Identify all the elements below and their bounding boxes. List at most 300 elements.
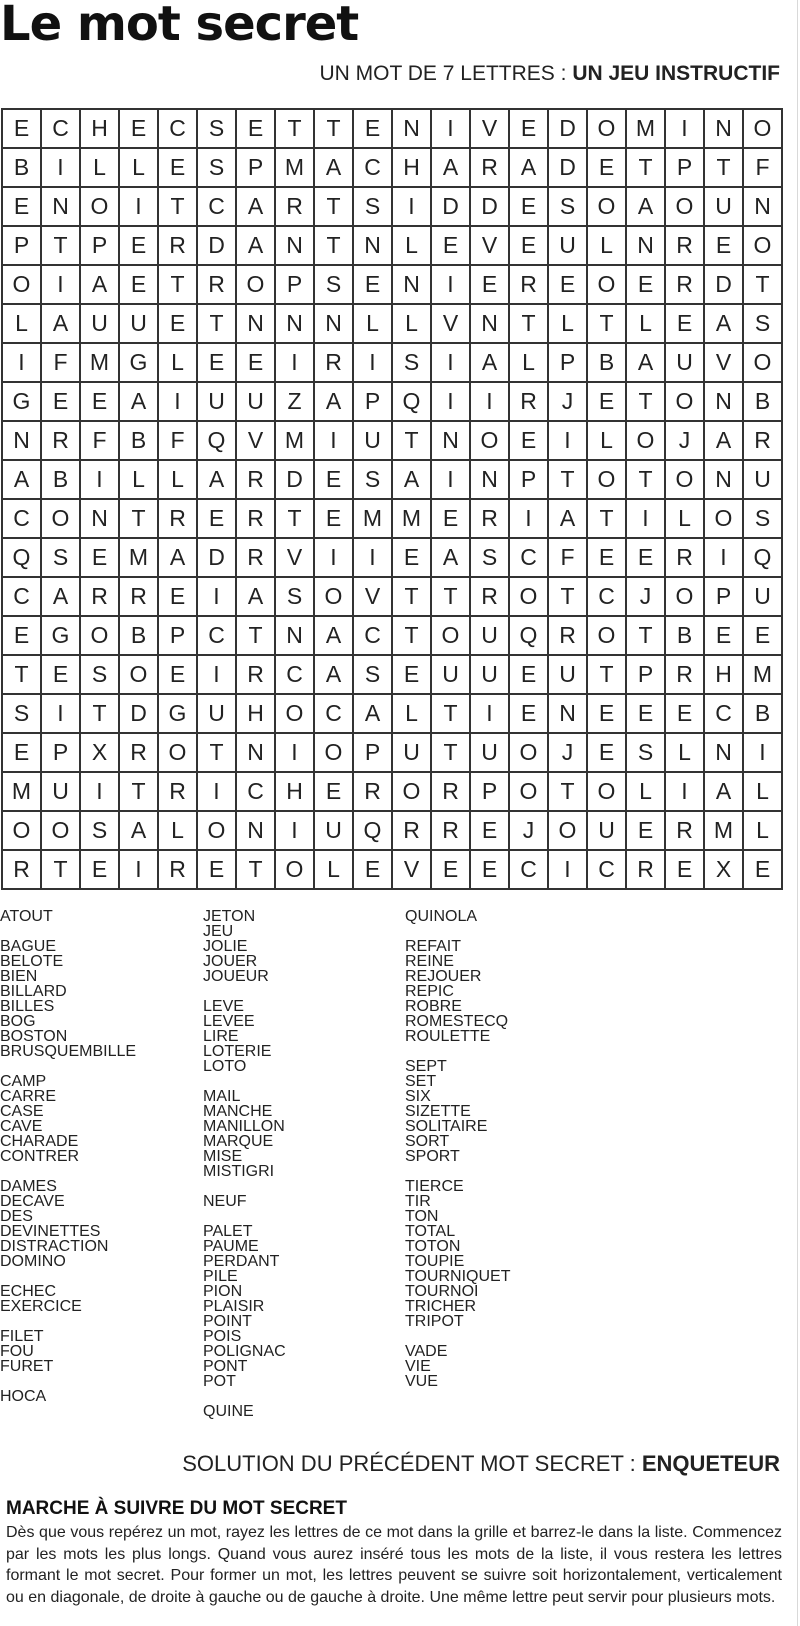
grid-cell[interactable]: B	[666, 617, 705, 656]
grid-cell[interactable]: O	[276, 851, 315, 890]
grid-cell[interactable]: Q	[198, 422, 237, 461]
grid-cell[interactable]: D	[471, 188, 510, 227]
grid-cell[interactable]: M	[705, 812, 744, 851]
word-item[interactable]: MISE	[203, 1148, 243, 1165]
grid-cell[interactable]: T	[3, 656, 42, 695]
grid-cell[interactable]: T	[237, 617, 276, 656]
grid-cell[interactable]: T	[198, 734, 237, 773]
grid-cell[interactable]: R	[354, 773, 393, 812]
grid-cell[interactable]: U	[315, 812, 354, 851]
grid-cell[interactable]: F	[159, 422, 198, 461]
grid-cell[interactable]: F	[81, 422, 120, 461]
grid-cell[interactable]: E	[198, 344, 237, 383]
grid-cell[interactable]: T	[549, 578, 588, 617]
grid-cell[interactable]: M	[627, 110, 666, 149]
grid-cell[interactable]: L	[393, 695, 432, 734]
grid-cell[interactable]: I	[81, 461, 120, 500]
grid-cell[interactable]: R	[159, 227, 198, 266]
grid-cell[interactable]: E	[627, 812, 666, 851]
grid-cell[interactable]: O	[42, 812, 81, 851]
word-item[interactable]: DAMES	[0, 1178, 57, 1195]
grid-cell[interactable]: R	[393, 812, 432, 851]
grid-cell[interactable]: I	[198, 773, 237, 812]
grid-cell[interactable]: A	[3, 461, 42, 500]
grid-cell[interactable]: T	[120, 773, 159, 812]
grid-cell[interactable]: N	[237, 812, 276, 851]
grid-cell[interactable]: N	[705, 734, 744, 773]
grid-cell[interactable]: U	[549, 227, 588, 266]
word-item[interactable]: PLAISIR	[203, 1298, 265, 1315]
grid-cell[interactable]: R	[666, 539, 705, 578]
grid-cell[interactable]: E	[705, 617, 744, 656]
grid-cell[interactable]: R	[3, 851, 42, 890]
word-item[interactable]: PAUME	[203, 1238, 259, 1255]
grid-cell[interactable]: O	[393, 773, 432, 812]
grid-cell[interactable]: L	[354, 305, 393, 344]
grid-cell[interactable]: O	[3, 812, 42, 851]
word-item[interactable]: REPIC	[405, 983, 454, 1000]
grid-cell[interactable]: B	[120, 422, 159, 461]
grid-cell[interactable]: E	[510, 188, 549, 227]
word-item[interactable]: LEVE	[203, 998, 244, 1015]
grid-cell[interactable]: P	[354, 734, 393, 773]
grid-cell[interactable]: U	[237, 383, 276, 422]
grid-cell[interactable]: P	[276, 266, 315, 305]
grid-cell[interactable]: C	[198, 188, 237, 227]
grid-cell[interactable]: L	[120, 461, 159, 500]
grid-cell[interactable]: A	[510, 149, 549, 188]
grid-cell[interactable]: P	[42, 734, 81, 773]
grid-cell[interactable]: N	[354, 227, 393, 266]
grid-cell[interactable]: A	[159, 539, 198, 578]
grid-cell[interactable]: E	[393, 656, 432, 695]
grid-cell[interactable]: R	[120, 734, 159, 773]
word-item[interactable]: POINT	[203, 1313, 252, 1330]
grid-cell[interactable]: R	[81, 578, 120, 617]
grid-cell[interactable]: R	[627, 851, 666, 890]
grid-cell[interactable]: E	[666, 851, 705, 890]
grid-cell[interactable]: A	[120, 812, 159, 851]
grid-cell[interactable]: H	[276, 773, 315, 812]
grid-cell[interactable]: R	[666, 266, 705, 305]
grid-cell[interactable]: N	[276, 617, 315, 656]
grid-cell[interactable]: N	[276, 305, 315, 344]
grid-cell[interactable]: O	[627, 422, 666, 461]
grid-cell[interactable]: E	[510, 110, 549, 149]
grid-cell[interactable]: S	[354, 656, 393, 695]
grid-cell[interactable]: U	[666, 344, 705, 383]
grid-cell[interactable]: I	[42, 695, 81, 734]
grid-cell[interactable]: E	[3, 110, 42, 149]
grid-cell[interactable]: M	[744, 656, 783, 695]
grid-cell[interactable]: T	[432, 734, 471, 773]
grid-cell[interactable]: N	[705, 383, 744, 422]
word-item[interactable]: TOURNIQUET	[405, 1268, 511, 1285]
grid-cell[interactable]: C	[3, 578, 42, 617]
grid-cell[interactable]: I	[276, 344, 315, 383]
grid-cell[interactable]: O	[744, 110, 783, 149]
grid-cell[interactable]: R	[666, 656, 705, 695]
grid-cell[interactable]: O	[198, 812, 237, 851]
word-item[interactable]: REFAIT	[405, 938, 462, 955]
word-item[interactable]: FILET	[0, 1328, 44, 1345]
grid-cell[interactable]: T	[42, 851, 81, 890]
grid-cell[interactable]: T	[627, 149, 666, 188]
grid-cell[interactable]: C	[276, 656, 315, 695]
grid-cell[interactable]: N	[237, 305, 276, 344]
grid-cell[interactable]: L	[549, 305, 588, 344]
grid-cell[interactable]: I	[432, 110, 471, 149]
grid-cell[interactable]: E	[588, 383, 627, 422]
word-item[interactable]: ATOUT	[0, 908, 53, 925]
grid-cell[interactable]: U	[198, 383, 237, 422]
grid-cell[interactable]: A	[354, 695, 393, 734]
grid-cell[interactable]: D	[120, 695, 159, 734]
grid-cell[interactable]: E	[354, 851, 393, 890]
grid-cell[interactable]: I	[315, 539, 354, 578]
grid-cell[interactable]: R	[471, 578, 510, 617]
grid-cell[interactable]: T	[510, 305, 549, 344]
word-item[interactable]: FURET	[0, 1358, 54, 1375]
grid-cell[interactable]: U	[744, 461, 783, 500]
grid-cell[interactable]: U	[705, 188, 744, 227]
grid-cell[interactable]: P	[471, 773, 510, 812]
grid-cell[interactable]: I	[549, 422, 588, 461]
grid-cell[interactable]: O	[549, 812, 588, 851]
grid-cell[interactable]: O	[588, 773, 627, 812]
grid-cell[interactable]: U	[393, 734, 432, 773]
grid-cell[interactable]: A	[120, 383, 159, 422]
word-item[interactable]: MAIL	[203, 1088, 241, 1105]
grid-cell[interactable]: E	[3, 617, 42, 656]
grid-cell[interactable]: J	[549, 383, 588, 422]
grid-cell[interactable]: R	[315, 344, 354, 383]
grid-cell[interactable]: N	[393, 110, 432, 149]
word-item[interactable]: CAMP	[0, 1073, 47, 1090]
grid-cell[interactable]: R	[237, 461, 276, 500]
grid-cell[interactable]: O	[744, 344, 783, 383]
word-item[interactable]: JOLIE	[203, 938, 248, 955]
grid-cell[interactable]: I	[354, 539, 393, 578]
grid-cell[interactable]: S	[81, 656, 120, 695]
grid-cell[interactable]: E	[237, 344, 276, 383]
grid-cell[interactable]: E	[627, 266, 666, 305]
grid-cell[interactable]: J	[627, 578, 666, 617]
grid-cell[interactable]: O	[705, 500, 744, 539]
word-item[interactable]: PION	[203, 1283, 243, 1300]
grid-cell[interactable]: R	[237, 500, 276, 539]
grid-cell[interactable]: I	[705, 539, 744, 578]
grid-cell[interactable]: T	[81, 695, 120, 734]
grid-cell[interactable]: S	[81, 812, 120, 851]
grid-cell[interactable]: M	[354, 500, 393, 539]
grid-cell[interactable]: N	[705, 461, 744, 500]
grid-cell[interactable]: F	[744, 149, 783, 188]
grid-cell[interactable]: L	[159, 812, 198, 851]
word-item[interactable]: JEU	[203, 923, 234, 940]
grid-cell[interactable]: O	[666, 188, 705, 227]
grid-cell[interactable]: A	[237, 578, 276, 617]
word-item[interactable]: POLIGNAC	[203, 1343, 286, 1360]
grid-cell[interactable]: E	[315, 773, 354, 812]
grid-cell[interactable]: E	[81, 539, 120, 578]
grid-cell[interactable]: R	[42, 422, 81, 461]
grid-cell[interactable]: S	[744, 500, 783, 539]
grid-cell[interactable]: P	[354, 383, 393, 422]
word-item[interactable]: SIZETTE	[405, 1103, 471, 1120]
grid-cell[interactable]: I	[432, 266, 471, 305]
grid-cell[interactable]: R	[159, 851, 198, 890]
grid-cell[interactable]: O	[666, 461, 705, 500]
grid-cell[interactable]: A	[237, 227, 276, 266]
grid-cell[interactable]: U	[471, 617, 510, 656]
word-item[interactable]: BIEN	[0, 968, 38, 985]
grid-cell[interactable]: S	[198, 149, 237, 188]
grid-cell[interactable]: J	[510, 812, 549, 851]
grid-cell[interactable]: Z	[276, 383, 315, 422]
grid-cell[interactable]: Q	[393, 383, 432, 422]
grid-cell[interactable]: R	[471, 149, 510, 188]
grid-cell[interactable]: R	[510, 266, 549, 305]
grid-cell[interactable]: P	[81, 227, 120, 266]
grid-cell[interactable]: G	[120, 344, 159, 383]
word-item[interactable]: LOTERIE	[203, 1043, 272, 1060]
grid-cell[interactable]: R	[510, 383, 549, 422]
grid-cell[interactable]: X	[705, 851, 744, 890]
word-item[interactable]: CONTRER	[0, 1148, 80, 1165]
grid-cell[interactable]: I	[666, 773, 705, 812]
grid-cell[interactable]: T	[432, 695, 471, 734]
grid-cell[interactable]: L	[315, 851, 354, 890]
grid-cell[interactable]: I	[198, 656, 237, 695]
grid-cell[interactable]: I	[393, 188, 432, 227]
grid-cell[interactable]: R	[120, 578, 159, 617]
grid-cell[interactable]: J	[549, 734, 588, 773]
grid-cell[interactable]: A	[42, 305, 81, 344]
word-item[interactable]: MANCHE	[203, 1103, 273, 1120]
grid-cell[interactable]: B	[3, 149, 42, 188]
grid-cell[interactable]: L	[666, 500, 705, 539]
grid-cell[interactable]: B	[120, 617, 159, 656]
grid-cell[interactable]: O	[315, 578, 354, 617]
word-item[interactable]: BRUSQUEMBILLE	[0, 1043, 137, 1060]
grid-cell[interactable]: G	[3, 383, 42, 422]
grid-cell[interactable]: C	[315, 695, 354, 734]
grid-cell[interactable]: E	[198, 500, 237, 539]
grid-cell[interactable]: T	[627, 461, 666, 500]
grid-cell[interactable]: C	[3, 500, 42, 539]
grid-cell[interactable]: A	[705, 773, 744, 812]
grid-cell[interactable]: Q	[510, 617, 549, 656]
grid-cell[interactable]: L	[120, 149, 159, 188]
grid-cell[interactable]: H	[237, 695, 276, 734]
grid-cell[interactable]: C	[354, 149, 393, 188]
grid-cell[interactable]: E	[510, 695, 549, 734]
grid-cell[interactable]: S	[627, 734, 666, 773]
grid-cell[interactable]: O	[276, 695, 315, 734]
word-item[interactable]: TOUPIE	[405, 1253, 465, 1270]
grid-cell[interactable]: E	[744, 617, 783, 656]
word-item[interactable]: FOU	[0, 1343, 34, 1360]
grid-cell[interactable]: E	[510, 656, 549, 695]
grid-cell[interactable]: T	[159, 266, 198, 305]
grid-cell[interactable]: U	[42, 773, 81, 812]
grid-cell[interactable]: O	[237, 266, 276, 305]
grid-cell[interactable]: T	[705, 149, 744, 188]
grid-cell[interactable]: E	[588, 539, 627, 578]
grid-cell[interactable]: A	[393, 461, 432, 500]
word-item[interactable]: BELOTE	[0, 953, 64, 970]
word-item[interactable]: DISTRACTION	[0, 1238, 109, 1255]
grid-cell[interactable]: E	[510, 227, 549, 266]
grid-cell[interactable]: D	[198, 539, 237, 578]
grid-cell[interactable]: F	[42, 344, 81, 383]
grid-cell[interactable]: E	[3, 734, 42, 773]
grid-cell[interactable]: N	[627, 227, 666, 266]
grid-cell[interactable]: E	[120, 227, 159, 266]
grid-cell[interactable]: S	[471, 539, 510, 578]
grid-cell[interactable]: E	[432, 227, 471, 266]
grid-cell[interactable]: T	[393, 422, 432, 461]
grid-cell[interactable]: V	[705, 344, 744, 383]
grid-cell[interactable]: S	[393, 344, 432, 383]
grid-cell[interactable]: I	[315, 422, 354, 461]
grid-cell[interactable]: B	[588, 344, 627, 383]
word-item[interactable]: BILLES	[0, 998, 55, 1015]
grid-cell[interactable]: T	[588, 305, 627, 344]
grid-cell[interactable]: S	[549, 188, 588, 227]
grid-cell[interactable]: E	[588, 149, 627, 188]
grid-cell[interactable]: N	[315, 305, 354, 344]
word-item[interactable]: TOURNOI	[405, 1283, 479, 1300]
word-item[interactable]: LOTO	[203, 1058, 247, 1075]
word-item[interactable]: JOUEUR	[203, 968, 269, 985]
word-item[interactable]: BOSTON	[0, 1028, 68, 1045]
grid-cell[interactable]: O	[666, 383, 705, 422]
grid-cell[interactable]: I	[81, 773, 120, 812]
grid-cell[interactable]: F	[549, 539, 588, 578]
grid-cell[interactable]: O	[81, 188, 120, 227]
word-item[interactable]: DEVINETTES	[0, 1223, 101, 1240]
grid-cell[interactable]: P	[705, 578, 744, 617]
grid-cell[interactable]: U	[120, 305, 159, 344]
grid-cell[interactable]: A	[42, 578, 81, 617]
grid-cell[interactable]: L	[588, 227, 627, 266]
grid-cell[interactable]: O	[81, 617, 120, 656]
grid-cell[interactable]: E	[120, 266, 159, 305]
grid-cell[interactable]: O	[510, 734, 549, 773]
grid-cell[interactable]: I	[471, 383, 510, 422]
grid-cell[interactable]: C	[237, 773, 276, 812]
grid-cell[interactable]: L	[393, 227, 432, 266]
grid-cell[interactable]: I	[432, 344, 471, 383]
grid-cell[interactable]: I	[432, 461, 471, 500]
grid-cell[interactable]: O	[744, 227, 783, 266]
grid-cell[interactable]: E	[42, 383, 81, 422]
grid-cell[interactable]: E	[81, 851, 120, 890]
grid-cell[interactable]: E	[588, 734, 627, 773]
grid-cell[interactable]: O	[588, 110, 627, 149]
grid-cell[interactable]: U	[549, 656, 588, 695]
word-item[interactable]: NEUF	[203, 1193, 247, 1210]
grid-cell[interactable]: R	[276, 188, 315, 227]
grid-cell[interactable]: T	[42, 227, 81, 266]
grid-cell[interactable]: E	[354, 110, 393, 149]
grid-cell[interactable]: L	[627, 305, 666, 344]
grid-cell[interactable]: P	[666, 149, 705, 188]
grid-cell[interactable]: R	[432, 773, 471, 812]
grid-cell[interactable]: R	[471, 500, 510, 539]
grid-cell[interactable]: T	[237, 851, 276, 890]
grid-cell[interactable]: E	[393, 539, 432, 578]
grid-cell[interactable]: U	[198, 695, 237, 734]
word-item[interactable]: TON	[405, 1208, 439, 1225]
grid-cell[interactable]: U	[471, 734, 510, 773]
grid-cell[interactable]: P	[549, 344, 588, 383]
grid-cell[interactable]: D	[432, 188, 471, 227]
word-item[interactable]: LEVEE	[203, 1013, 255, 1030]
grid-cell[interactable]: E	[159, 149, 198, 188]
word-item[interactable]: JOUER	[203, 953, 258, 970]
grid-cell[interactable]: Q	[354, 812, 393, 851]
grid-cell[interactable]: B	[744, 695, 783, 734]
grid-cell[interactable]: T	[627, 617, 666, 656]
grid-cell[interactable]: T	[744, 266, 783, 305]
word-item[interactable]: CARRE	[0, 1088, 57, 1105]
grid-cell[interactable]: L	[159, 344, 198, 383]
grid-cell[interactable]: E	[159, 578, 198, 617]
grid-cell[interactable]: N	[432, 422, 471, 461]
grid-cell[interactable]: T	[549, 461, 588, 500]
grid-cell[interactable]: I	[666, 110, 705, 149]
grid-cell[interactable]: Q	[744, 539, 783, 578]
grid-cell[interactable]: T	[120, 500, 159, 539]
word-item[interactable]: TIERCE	[405, 1178, 464, 1195]
grid-cell[interactable]: O	[588, 461, 627, 500]
grid-cell[interactable]: E	[159, 656, 198, 695]
grid-cell[interactable]: M	[81, 344, 120, 383]
word-item[interactable]: SEPT	[405, 1058, 447, 1075]
grid-cell[interactable]: N	[81, 500, 120, 539]
grid-cell[interactable]: E	[705, 227, 744, 266]
word-item[interactable]: EXERCICE	[0, 1298, 82, 1315]
grid-cell[interactable]: L	[3, 305, 42, 344]
word-item[interactable]: QUINOLA	[405, 908, 478, 925]
grid-cell[interactable]: N	[276, 227, 315, 266]
grid-cell[interactable]: S	[354, 461, 393, 500]
word-item[interactable]: HOCA	[0, 1388, 47, 1405]
grid-cell[interactable]: A	[315, 617, 354, 656]
grid-cell[interactable]: I	[354, 344, 393, 383]
grid-cell[interactable]: O	[510, 578, 549, 617]
word-item[interactable]: VUE	[405, 1373, 438, 1390]
grid-cell[interactable]: H	[393, 149, 432, 188]
word-item[interactable]: BILLARD	[0, 983, 67, 1000]
grid-cell[interactable]: U	[354, 422, 393, 461]
grid-cell[interactable]: U	[81, 305, 120, 344]
grid-cell[interactable]: E	[588, 695, 627, 734]
grid-cell[interactable]: T	[315, 110, 354, 149]
grid-cell[interactable]: N	[471, 461, 510, 500]
grid-cell[interactable]: E	[120, 110, 159, 149]
word-item[interactable]: PERDANT	[203, 1253, 280, 1270]
grid-cell[interactable]: E	[471, 266, 510, 305]
grid-cell[interactable]: L	[744, 812, 783, 851]
word-item[interactable]: DES	[0, 1208, 33, 1225]
grid-cell[interactable]: L	[81, 149, 120, 188]
grid-cell[interactable]: E	[81, 383, 120, 422]
grid-cell[interactable]: T	[549, 773, 588, 812]
